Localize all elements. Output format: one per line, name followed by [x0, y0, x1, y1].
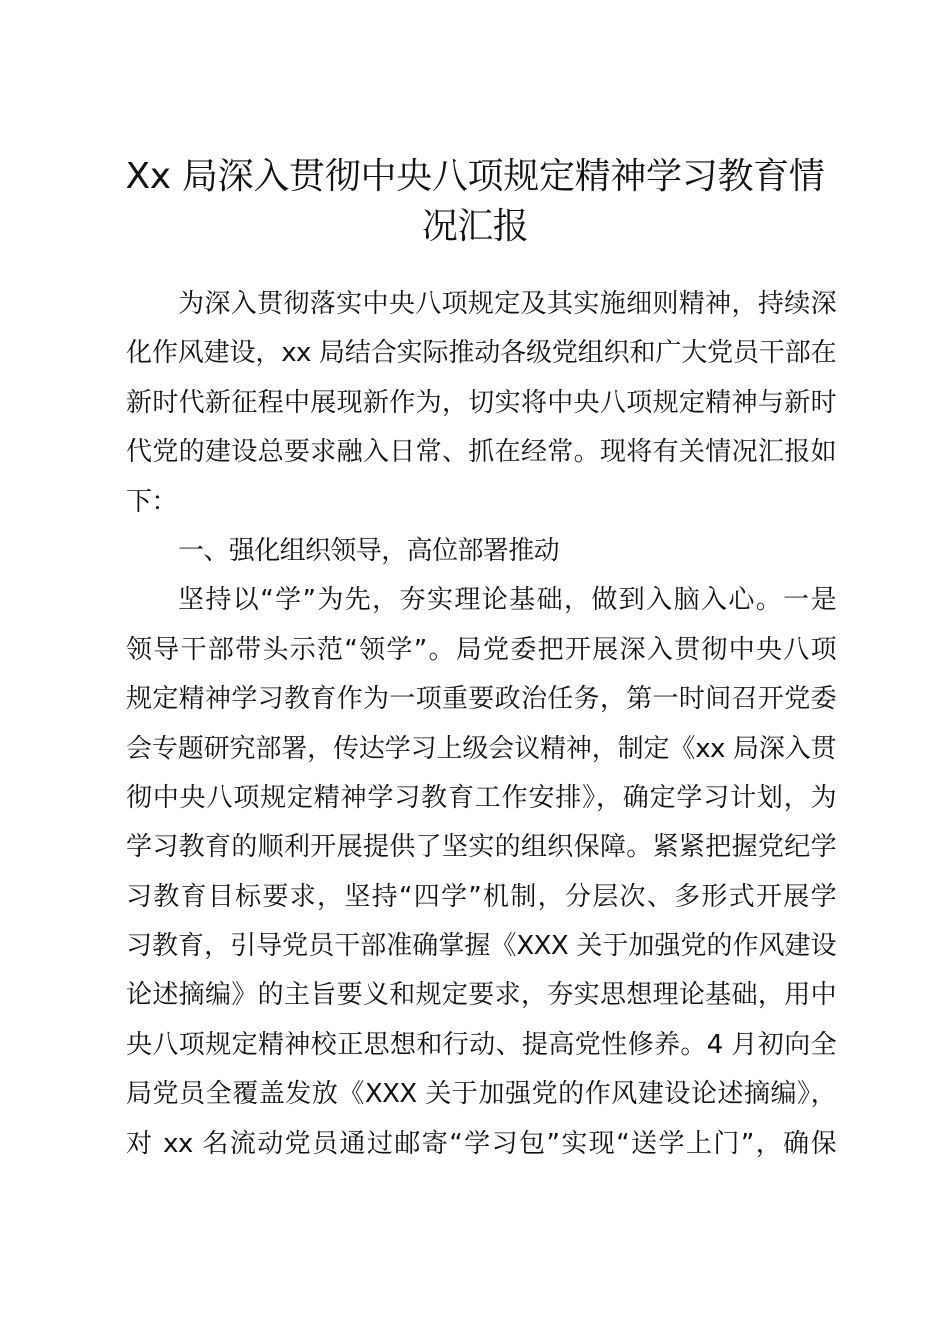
paragraph-line: 领导干部带头示范“领学”。局党委把开展深入贯彻中央八项	[126, 634, 836, 665]
paragraph-line: 央八项规定精神校正思想和行动、提高党性修养。4 月初向全	[126, 1029, 836, 1060]
paragraph-line: 彻中央八项规定精神学习教育工作安排》，确定学习计划，为	[126, 782, 836, 813]
paragraph-line: 化作风建设，xx 局结合实际推动各级党组织和广大党员干部在	[126, 338, 836, 369]
title-line-1: Xx 局深入贯彻中央八项规定精神学习教育情	[125, 156, 825, 197]
paragraph-line: 局党员全覆盖发放《XXX 关于加强党的作风建设论述摘编》，	[126, 1079, 836, 1110]
paragraph-line: 习教育，引导党员干部准确掌握《XXX 关于加强党的作风建设	[126, 931, 836, 962]
paragraph-line: 坚持以“学”为先，夯实理论基础，做到入脑入心。一是	[178, 585, 836, 616]
paragraph-line: 学习教育的顺利开展提供了坚实的组织保障。紧紧把握党纪学	[126, 832, 836, 863]
paragraph-line: 论述摘编》的主旨要义和规定要求，夯实思想理论基础，用中	[126, 980, 836, 1011]
paragraph-line: 为深入贯彻落实中央八项规定及其实施细则精神，持续深	[178, 289, 836, 319]
section1-paragraph	[126, 576, 836, 1169]
section-heading: 一、强化组织领导，高位部署推动	[178, 535, 560, 566]
paragraph-line: 对 xx 名流动党员通过邮寄“学习包”实现“送学上门”，确保	[126, 1128, 836, 1159]
paragraph-line: 代党的建设总要求融入日常、抓在经常。现将有关情况汇报如	[126, 437, 836, 468]
paragraph-line: 新时代新征程中展现新作为，切实将中央八项规定精神与新时	[126, 387, 836, 418]
document-title	[100, 152, 850, 252]
title-line-2: 况汇报	[421, 206, 529, 247]
document-body	[126, 280, 836, 1169]
paragraph-line: 规定精神学习教育作为一项重要政治任务，第一时间召开党委	[126, 684, 836, 715]
paragraph-line: 下：	[126, 486, 177, 517]
intro-paragraph	[126, 280, 836, 527]
paragraph-line: 习教育目标要求，坚持“四学”机制，分层次、多形式开展学	[126, 881, 836, 912]
paragraph-line: 会专题研究部署，传达学习上级会议精神，制定《xx 局深入贯	[126, 733, 836, 764]
